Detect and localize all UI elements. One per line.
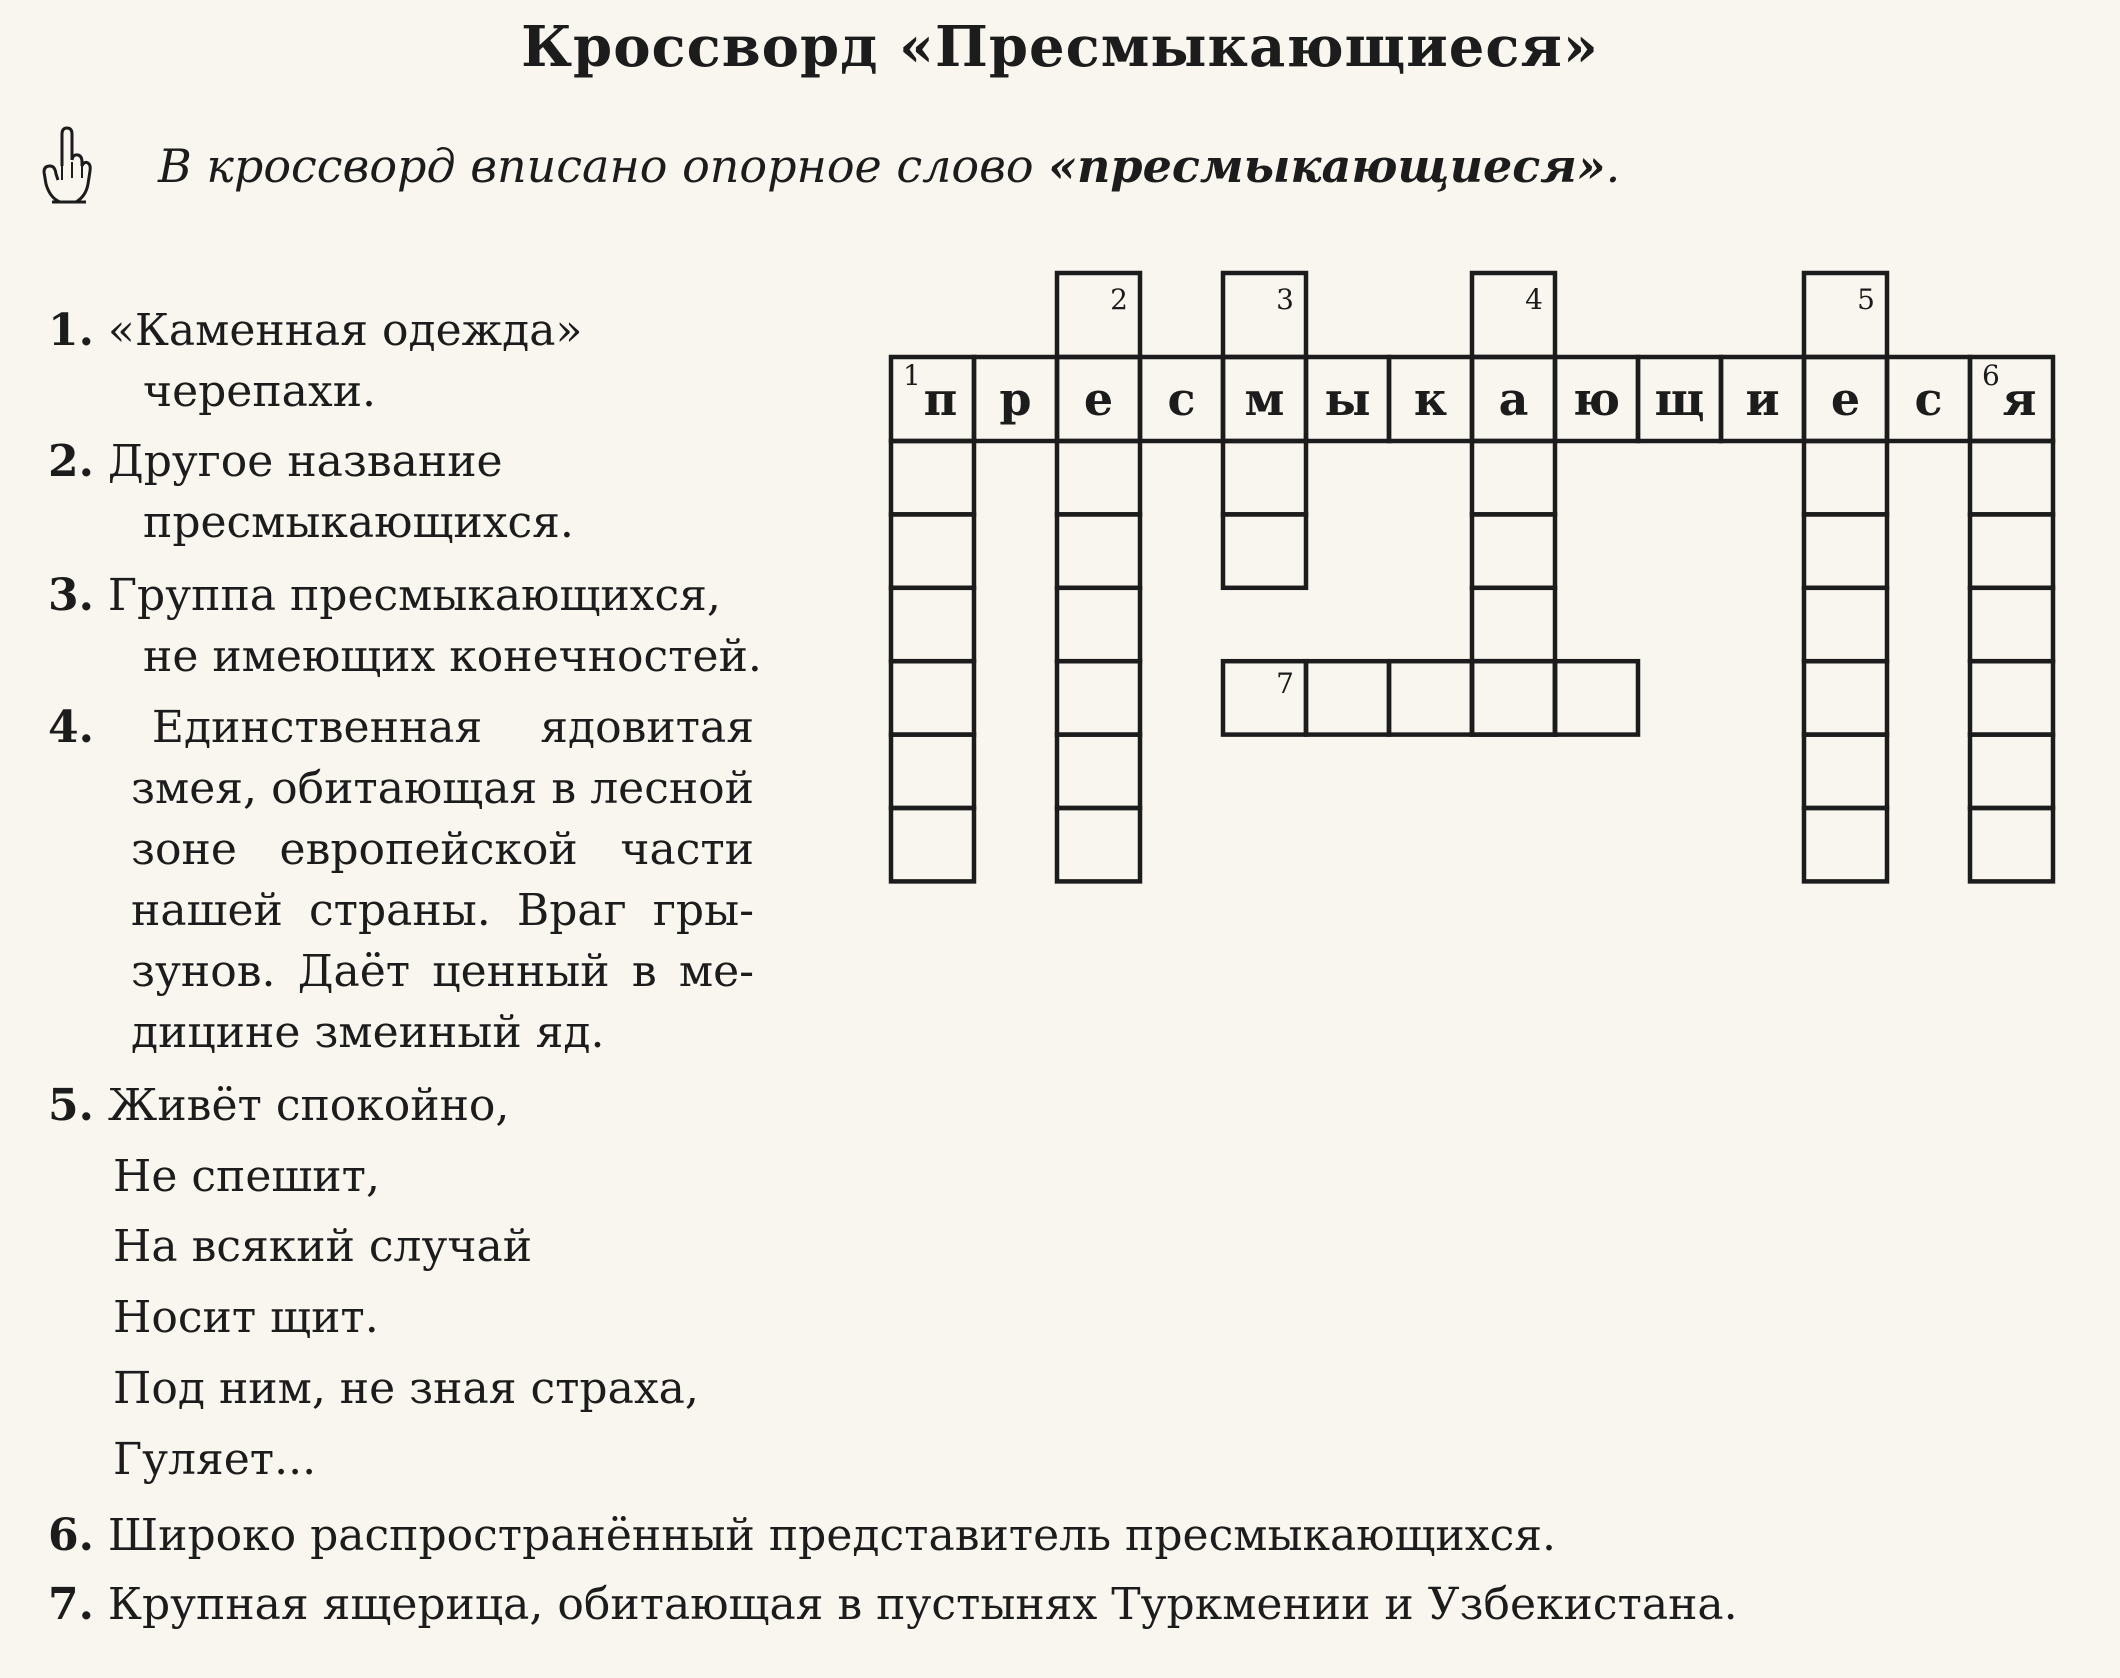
- key-word-bold: «пресмыкающиеся»: [1048, 139, 1606, 193]
- crossword-cell[interactable]: [1472, 661, 1555, 734]
- clue-3: 3. Группа пресмыкающихся, не имеющих конечностей.: [48, 570, 762, 682]
- crossword-cell[interactable]: [1472, 514, 1555, 587]
- poem-line: На всякий случай: [113, 1221, 533, 1272]
- crossword-cell-letter: и: [1745, 372, 1780, 426]
- crossword-cell[interactable]: [1389, 661, 1472, 734]
- crossword-cell-letter: р: [999, 372, 1032, 426]
- clue-number: 3.: [48, 570, 94, 621]
- clue-number-label: 7: [1276, 667, 1294, 701]
- instruction-text: В кроссворд вписано опорное слово «пресмыкающиеся».: [158, 139, 1621, 193]
- clue-number-label: 5: [1857, 283, 1875, 316]
- crossword-cell[interactable]: [1472, 357, 1555, 441]
- poem-line: Гуляет...: [113, 1434, 317, 1485]
- crossword-cell[interactable]: [1721, 357, 1804, 441]
- instruction: [38, 126, 1620, 206]
- crossword-cell[interactable]: [1472, 273, 1555, 357]
- crossword-cell-letter: ю: [1572, 372, 1621, 426]
- clue-number-label: 2: [1110, 283, 1128, 316]
- clue-number: 5.: [48, 1080, 94, 1131]
- crossword-cell[interactable]: [1804, 808, 1887, 881]
- crossword-cell-letter: м: [1244, 372, 1285, 426]
- crossword-cell[interactable]: [891, 735, 974, 808]
- crossword-cell[interactable]: [1057, 357, 1140, 441]
- clue-2: 2. Другое название пресмыкающихся.: [48, 436, 574, 548]
- clue-number: 7.: [48, 1579, 94, 1630]
- crossword-cell[interactable]: [1057, 514, 1140, 587]
- clue-number: 2.: [48, 436, 94, 487]
- crossword-cell[interactable]: [1970, 661, 2053, 734]
- crossword-cell[interactable]: [1804, 661, 1887, 734]
- clue-number-label: 4: [1525, 283, 1543, 316]
- crossword-cell[interactable]: [1970, 514, 2053, 587]
- pointing-hand-icon: [38, 126, 96, 206]
- crossword-cell-letter: ы: [1324, 372, 1371, 426]
- crossword-cell[interactable]: [891, 661, 974, 734]
- crossword-cell[interactable]: [1472, 588, 1555, 661]
- crossword-cell-letter: е: [1830, 372, 1861, 426]
- poem-line: Под ним, не зная страха,: [113, 1363, 699, 1414]
- crossword-cell[interactable]: [1223, 357, 1306, 441]
- clue-6: 6. Широко распространённый представитель пресмыкающихся.: [48, 1510, 1556, 1561]
- clue-number-label: 3: [1276, 283, 1294, 316]
- clue-number-label: 6: [1982, 359, 2000, 392]
- crossword-cell-letter: а: [1498, 372, 1529, 426]
- crossword-cell-letter: к: [1413, 372, 1448, 426]
- crossword-cell[interactable]: [1306, 661, 1389, 734]
- crossword-cell[interactable]: [1638, 357, 1721, 441]
- crossword-cell[interactable]: [1804, 273, 1887, 357]
- crossword-cell[interactable]: [1970, 808, 2053, 881]
- crossword-cell[interactable]: [1970, 441, 2053, 514]
- crossword-cell[interactable]: [1223, 273, 1306, 357]
- crossword-cell[interactable]: [1555, 357, 1638, 441]
- crossword-cell[interactable]: [1057, 273, 1140, 357]
- clue-number: 6.: [48, 1510, 94, 1561]
- crossword-cell-letter: с: [1167, 372, 1196, 426]
- crossword-cell-letter: с: [1914, 372, 1943, 426]
- clue-number: 4.: [48, 702, 94, 753]
- crossword-cell-letter: щ: [1654, 372, 1705, 426]
- crossword-cell-letter: я: [2002, 372, 2037, 426]
- clue-4: 4. Единственная ядовитая змея, обитающая в лесной зоне европейской части нашей страны. Враг гры- зунов. Даёт ценный в ме- дицине змеиный яд.: [48, 702, 754, 1058]
- crossword-cell[interactable]: [1804, 357, 1887, 441]
- page-title: Кроссворд «Пресмыкающиеся»: [521, 14, 1599, 80]
- crossword-cell[interactable]: [1804, 735, 1887, 808]
- clue-number: 1.: [48, 305, 94, 356]
- crossword-cell[interactable]: [891, 808, 974, 881]
- crossword-cell[interactable]: [891, 441, 974, 514]
- crossword-cell[interactable]: [1804, 441, 1887, 514]
- crossword-cell[interactable]: [1804, 514, 1887, 587]
- crossword-cell-letter: е: [1083, 372, 1114, 426]
- clue-1: 1. «Каменная одежда» черепахи.: [48, 305, 583, 417]
- crossword-cell[interactable]: [1389, 357, 1472, 441]
- clue-5: 5. Живёт спокойно,: [48, 1080, 510, 1131]
- crossword-cell[interactable]: [1057, 441, 1140, 514]
- crossword-cell[interactable]: [1223, 441, 1306, 514]
- crossword-cell[interactable]: [1472, 441, 1555, 514]
- crossword-cell[interactable]: [891, 357, 974, 441]
- crossword-cell[interactable]: [1970, 357, 2053, 441]
- crossword-cell[interactable]: [1804, 588, 1887, 661]
- crossword-cell[interactable]: [1057, 661, 1140, 734]
- poem-line: Не спешит,: [113, 1151, 380, 1202]
- crossword-cell[interactable]: [1140, 357, 1223, 441]
- clue-7: 7. Крупная ящерица, обитающая в пустынях Туркмении и Узбекистана.: [48, 1579, 1738, 1630]
- crossword-cell[interactable]: [891, 588, 974, 661]
- crossword-cell[interactable]: [974, 357, 1057, 441]
- crossword-cell[interactable]: [1555, 661, 1638, 734]
- crossword-cell[interactable]: [1970, 588, 2053, 661]
- crossword-cell[interactable]: [1057, 588, 1140, 661]
- crossword-cell[interactable]: [1223, 514, 1306, 587]
- crossword-cell[interactable]: [1887, 357, 1970, 441]
- crossword-cell[interactable]: [891, 514, 974, 587]
- crossword-cell[interactable]: [1057, 808, 1140, 881]
- crossword-cell-letter: п: [923, 372, 958, 426]
- clue-number-label: 1: [903, 359, 921, 392]
- crossword-cell[interactable]: [1472, 661, 1555, 734]
- crossword-cell[interactable]: [1970, 735, 2053, 808]
- crossword-cell[interactable]: [1306, 357, 1389, 441]
- crossword-cell[interactable]: [1057, 735, 1140, 808]
- crossword-cell[interactable]: [1223, 661, 1306, 734]
- poem-line: Носит щит.: [113, 1292, 379, 1343]
